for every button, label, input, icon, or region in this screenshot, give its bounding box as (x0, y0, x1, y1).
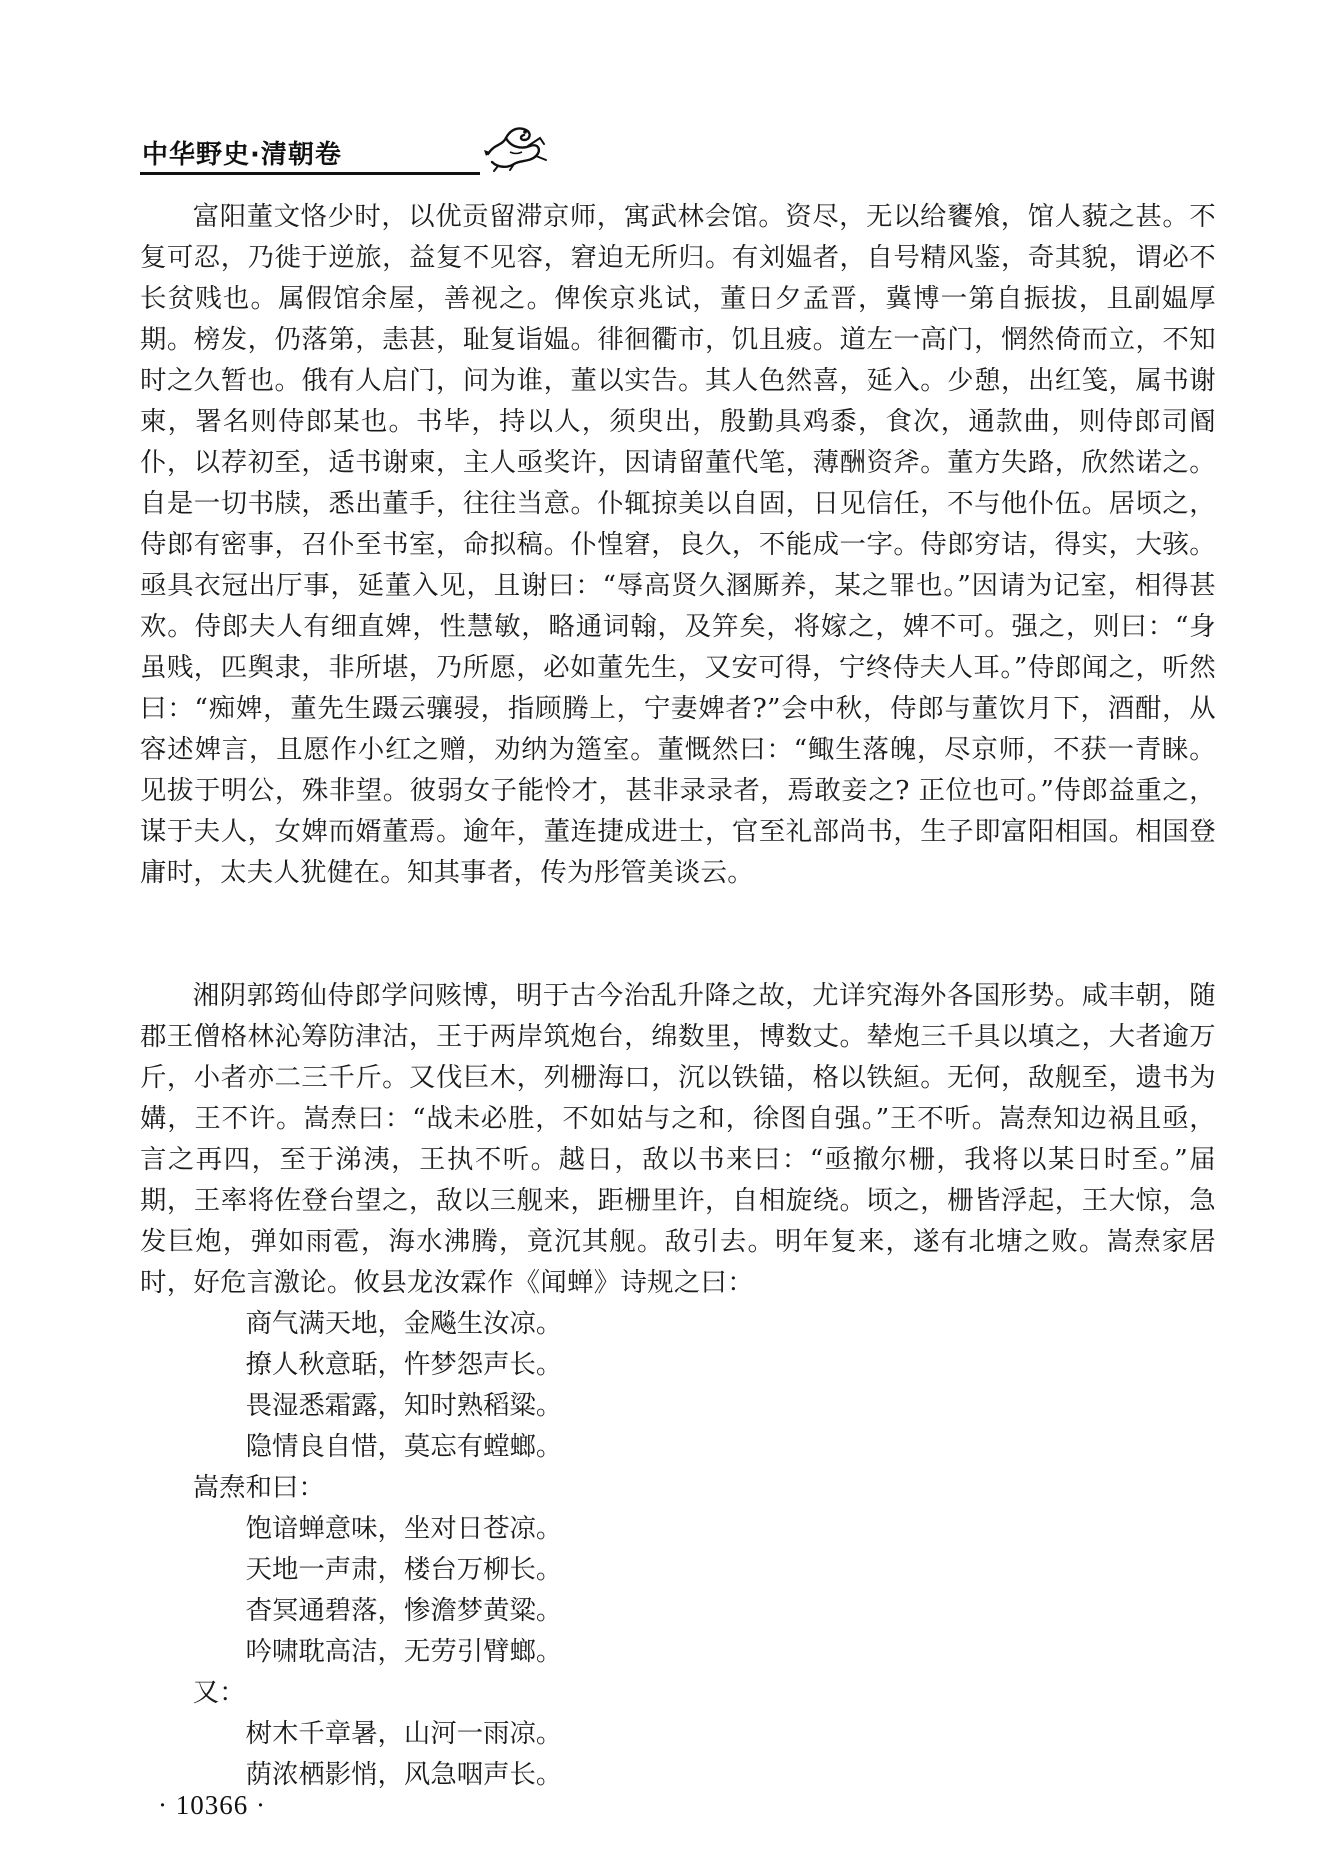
poem-line: 树木千章暑，山河一雨凉。 (245, 1718, 563, 1749)
poem-line: 天地一声肃，楼台万柳长。 (245, 1554, 563, 1585)
header-rule (140, 172, 480, 175)
poem-line: 畏湿悉霜露，知时熟稻粱。 (245, 1390, 563, 1421)
page-number: · 10366 · (158, 1790, 266, 1820)
dragon-emblem-icon (480, 116, 552, 172)
page-header (140, 112, 1200, 172)
poem-line: 吟啸耽高洁，无劳引臂螂。 (245, 1636, 563, 1667)
poem-line: 商气满天地，金飚生汝凉。 (245, 1308, 563, 1339)
paragraph-dong-wenke: 富阳董文恪少时，以优贡留滞京师，寓武林会馆。资尽，无以给饔飧，馆人藐之甚。不复可忍，乃徙于逆旅，益复不见容，窘迫无所归。有刘媪者，自号精风鉴，奇其貌，谓必不长贫贱也。属假馆余屋，善视之。俾俟京兆试，董日夕孟晋，冀博一第自振拔，且副媪厚期。榜发，仍落第，恚甚，耻复诣媪。徘徊衢市，饥且疲。道左一高门，惘然倚而立，不知时之久暂也。俄有人启门，问为谁，董以实告。其人色然喜，延入。少憩，出红笺，属书谢柬，署名则侍郎某也。书毕，持以人，须臾出，殷勤具鸡黍，食次，通款曲，则侍郎司阍仆，以荐初至，适书谢柬，主人亟奖许，因请留董代笔，薄酬资斧。董方失路，欣然诺之。自是一切书牍，悉出董手，往往当意。仆辄掠美以自固，日见信任，不与他仆伍。居顷之，侍郎有密事，召仆至书室，命拟稿。仆惶窘，良久，不能成一字。侍郎穷诘，得实，大骇。亟具衣冠出厅事，延董入见，且谢曰：“辱高贤久溷厮养，某之罪也。”因请为记室，相得甚欢。侍郎夫人有细直婢，性慧敏，略通词翰，及笄矣，将嫁之，婢不可。强之，则曰：“身虽贱，匹舆隶，非所堪，乃所愿，必如董先生，又安可得，宁终侍夫人耳。”侍郎闻之，听然曰：“痴婢，董先生蹑云骧骎，指顾腾上，宁妻婢者?”会中秋，侍郎与董饮月下，酒酣，从容述婢言，且愿作小红之赠，劝纳为簉室。董慨然曰：“鲰生落魄，尽京师，不获一青睐。见拔于明公，殊非望。彼弱女子能怜才，甚非录录者，焉敢妾之? 正位也可。”侍郎益重之，谋于夫人，女婢而婿董焉。逾年，董连捷成进士，官至礼部尚书，生子即富阳相国。相国登庸时，太夫人犹健在。知其事者，传为彤管美谈云。 (140, 201, 1216, 888)
paragraph-spacer (140, 893, 1216, 975)
poem-line: 隐情良自惜，莫忘有螳螂。 (245, 1431, 563, 1462)
poem-line: 荫浓栖影悄，风急咽声长。 (245, 1759, 563, 1790)
poem-line: 撩人秋意聒，忤梦怨声长。 (245, 1349, 563, 1380)
book-title: 中华野史·清朝卷 (142, 140, 342, 170)
poem-line: 饱谙蝉意味，坐对日苍凉。 (245, 1513, 563, 1544)
poem-line: 杳冥通碧落，惨澹梦黄粱。 (245, 1595, 563, 1626)
paragraph-guo-songtao: 湘阴郭筠仙侍郎学问赅博，明于古今治乱升降之故，尤详究海外各国形势。咸丰朝，随郡王僧格林沁筹防津沽，王于两岸筑炮台，绵数里，博数丈。辇炮三千具以填之，大者逾万斤，小者亦二三千斤。又伐巨木，列栅海口，沉以铁锚，格以铁絙。无何，敌舰至，遗书为媾，王不许。嵩焘曰：“战未必胜，不如姑与之和，徐图自强。”王不听。嵩焘知边祸且亟，言之再四，至于涕洟，王执不听。越日，敌以书来曰：“亟撤尔栅，我将以某日时至。”届期，王率将佐登台望之，敌以三舰来，距栅里许，自相旋绕。顷之，栅皆浮起，王大惊，急发巨炮，弹如雨雹，海水沸腾，竟沉其舰。敌引去。明年复来，遂有北塘之败。嵩焘家居时，好危言激论。攸县龙汝霖作《闻蝉》诗规之曰： (140, 980, 1216, 1298)
poem-intro: 嵩焘和曰： (192, 1472, 325, 1503)
poem-intro: 又： (192, 1677, 246, 1708)
page-body (140, 196, 1216, 1795)
